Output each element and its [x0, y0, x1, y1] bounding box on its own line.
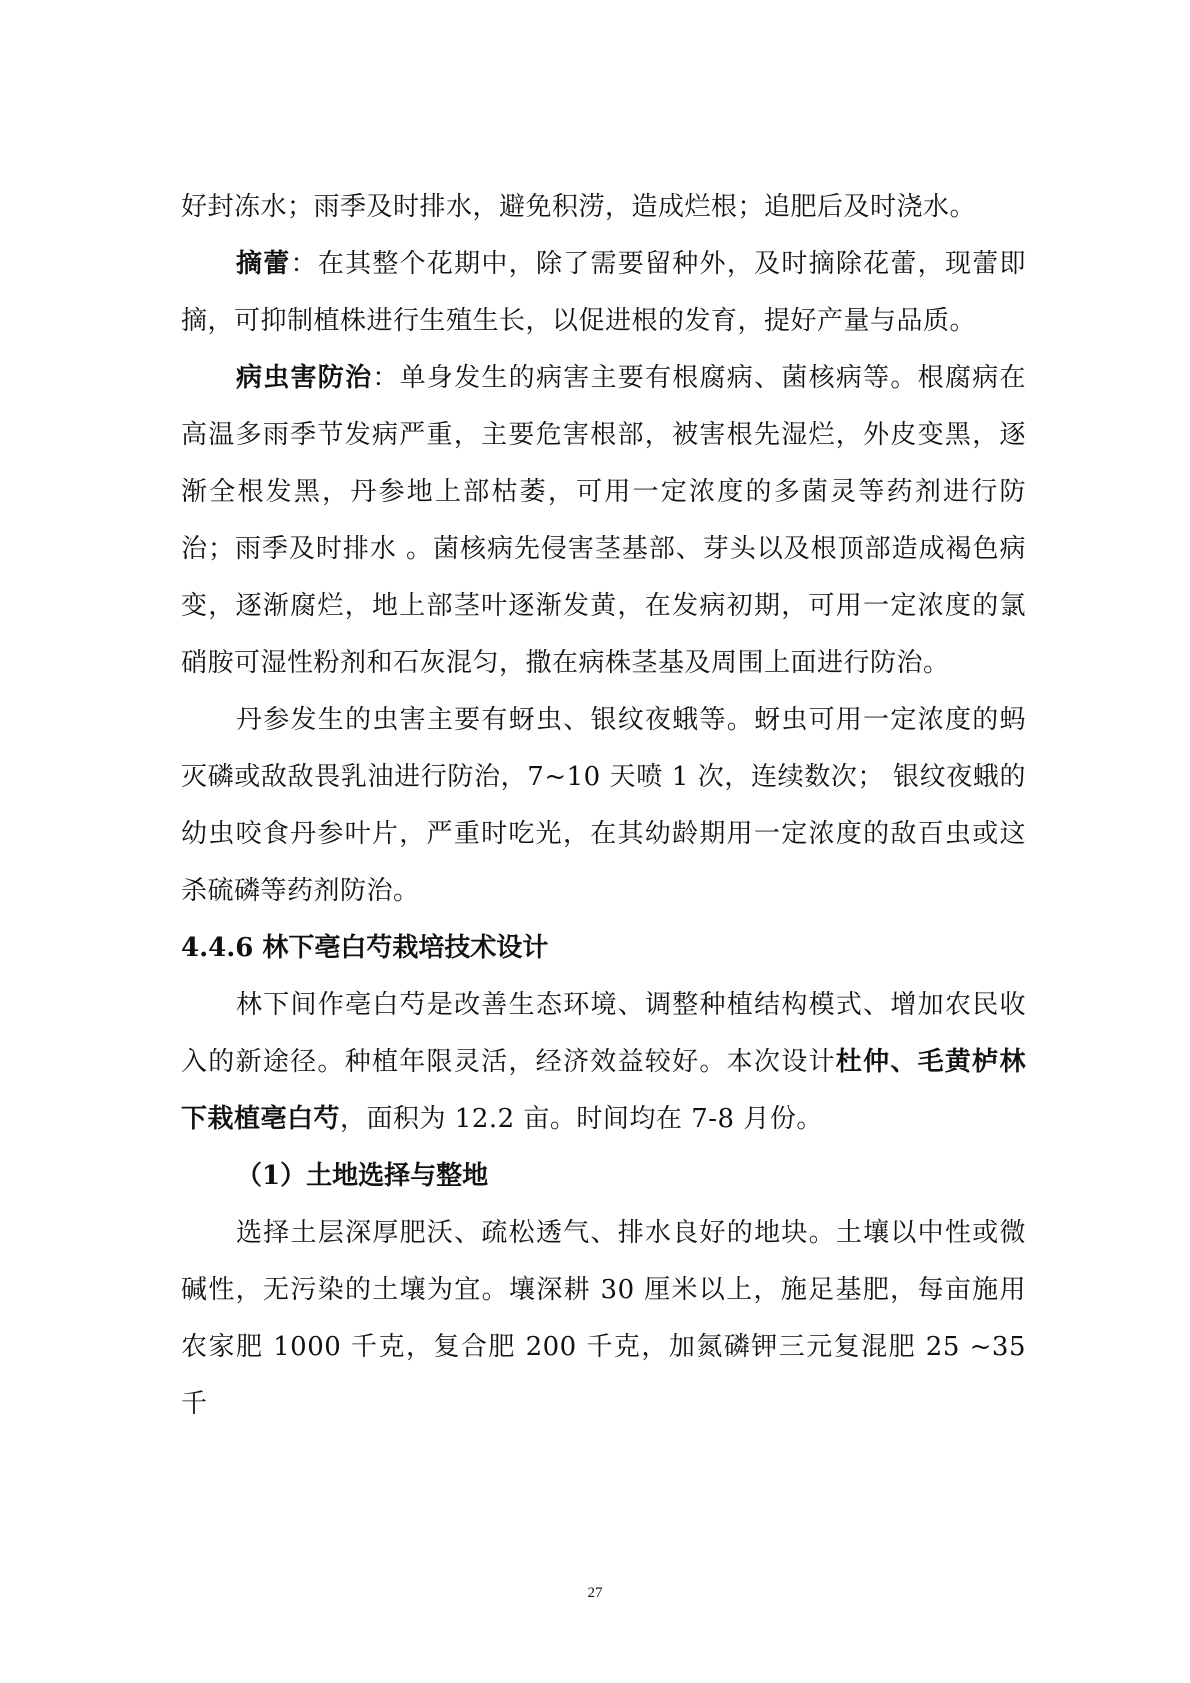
disease-control-label: 病虫害防治: [236, 363, 373, 393]
paragraph-disease-control: [181, 350, 1026, 692]
paragraph-land-selection: 选择土层深厚肥沃、疏松透气、排水良好的地块。土壤以中性或微碱性，无污染的土壤为宜。壤深耕 30 厘米以上，施足基肥，每亩施用农家肥 1000 千克，复合肥 200 千克，加氮磷钾三元复混肥 25 ~35 千: [181, 1218, 1026, 1419]
section-heading: 4.4.6 林下亳白芍栽培技术设计: [181, 933, 549, 963]
paragraph-watering: 好封冻水；雨季及时排水，避免积涝，造成烂根；追肥后及时浇水。: [181, 192, 977, 222]
document-body: [181, 179, 1026, 1433]
subsection-heading: （1）土地选择与整地: [236, 1161, 489, 1191]
paragraph-pest-control: 丹参发生的虫害主要有蚜虫、银纹夜蛾等。蚜虫可用一定浓度的蚂灭磷或敌敌畏乳油进行防治，7~10 天喷 1 次，连续数次； 银纹夜蛾的幼虫咬食丹参叶片，严重时吃光，在其幼龄期用一定浓度的敌百虫或这杀硫磷等药剂防治。: [181, 705, 1026, 906]
page-number: 27: [587, 1585, 603, 1601]
disease-control-text: ：单身发生的病害主要有根腐病、菌核病等。根腐病在高温多雨季节发病严重，主要危害根部，被害根先湿烂，外皮变黑，逐渐全根发黑，丹参地上部枯萎，可用一定浓度的多菌灵等药剂进行防治；雨季及时排水 。菌核病先侵害茎基部、芽头以及根顶部造成褐色病变，逐渐腐烂，地上部茎叶逐渐发黄，在发病初期，可用一定浓度的氯硝胺可湿性粉剂和石灰混匀，撒在病株茎基及周围上面进行防治。: [181, 363, 1026, 678]
bud-removal-text: ：在其整个花期中，除了需要留种外，及时摘除花蕾，现蕾即摘，可抑制植株进行生殖生长，以促进根的发育，提好产量与品质。: [181, 249, 1026, 336]
intercropping-text-a: 林下间作亳白芍是改善生态环境、调整种植结构模式、增加农民收入的新途径。种植年限灵活，经济效益较好。本次设计: [181, 990, 1026, 1077]
intercropping-text-b: ，面积为 12.2 亩。时间均在 7-8 月份。: [340, 1104, 823, 1134]
paragraph-intercropping: [181, 977, 1026, 1148]
paragraph-bud-removal: [181, 236, 1026, 350]
bud-removal-label: 摘蕾: [236, 249, 291, 279]
intercropping-bold: 杜仲、毛黄栌林下栽植亳白芍: [181, 1047, 1026, 1134]
